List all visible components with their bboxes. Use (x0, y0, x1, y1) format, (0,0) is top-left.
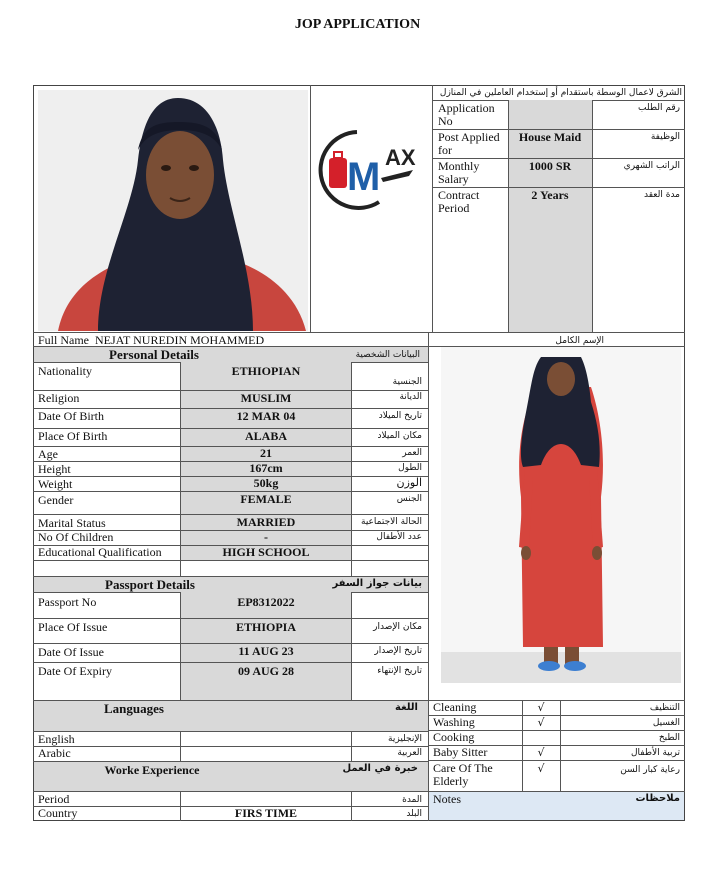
contract-period-value: 2 Years (531, 188, 569, 202)
monthly-salary-value: 1000 SR (528, 159, 572, 173)
date-of-issue-value: 11 AUG 23 (238, 644, 294, 658)
marital-status-ar: الحالة الاجتماعية (361, 517, 422, 527)
marital-status-value: MARRIED (236, 515, 296, 529)
monthly-salary-label: Monthly Salary (438, 159, 480, 186)
date-of-birth-ar: تاريخ الميلاد (378, 411, 422, 421)
application-no-label: Application No (438, 101, 495, 128)
skill-washing-ar: الغسيل (652, 718, 680, 728)
application-no-ar: رقم الطلب (638, 103, 680, 113)
english-ar: الإنجليزية (388, 734, 422, 744)
date-of-birth-label: Date Of Birth (38, 409, 104, 423)
age-label: Age (38, 447, 58, 461)
skill-baby-sitter-ar: تربية الأطفال (630, 748, 680, 758)
skill-baby-sitter-check: √ (537, 746, 545, 759)
height-ar: الطول (398, 463, 422, 473)
skill-elderly-check: √ (537, 762, 545, 775)
religion-value: MUSLIM (240, 391, 292, 405)
place-of-issue-ar: مكان الإصدار (373, 622, 422, 632)
contract-period-ar: مدة العقد (644, 190, 680, 200)
post-applied-value: House Maid (518, 130, 582, 144)
skill-washing-label: Washing (433, 715, 475, 729)
languages-header: Languages (104, 701, 164, 716)
notes-ar: ملاحظات (635, 793, 680, 804)
nationality-ar: الجنسية (392, 377, 422, 387)
post-applied-label: Post Applied for (438, 130, 500, 157)
place-of-birth-value: ALABA (244, 429, 287, 443)
age-value: 21 (260, 446, 272, 460)
skill-cleaning-check: √ (537, 701, 545, 714)
svg-text:M: M (347, 155, 381, 199)
religion-ar: الديانة (399, 392, 422, 402)
no-of-children-label: No Of Children (38, 530, 114, 544)
skill-baby-sitter-label: Baby Sitter (433, 745, 488, 759)
skill-cleaning-label: Cleaning (433, 700, 477, 714)
place-of-birth-ar: مكان الميلاد (377, 431, 422, 441)
full-name-value: NEJAT NUREDIN MOHAMMED (95, 333, 265, 347)
arabic-label: Arabic (38, 746, 71, 760)
full-body-photo (441, 347, 681, 683)
place-of-issue-label: Place Of Issue (38, 620, 108, 634)
passport-no-label: Passport No (38, 595, 97, 609)
agency-arabic-name: الشرق لاعمال الوسطة باستقدام أو إستخدام العاملين في المنازل (439, 88, 682, 98)
skill-elderly-ar: رعاية كبار السن (620, 765, 680, 775)
gender-ar: الجنس (396, 494, 422, 504)
experience-header-ar: خبرة في العمل (342, 763, 418, 774)
logo-text: AX (385, 145, 416, 170)
weight-value: 50kg (253, 476, 279, 490)
country-value: FIRS TIME (234, 806, 298, 820)
nationality-label: Nationality (38, 364, 92, 378)
arabic-ar: العربية (397, 748, 422, 758)
weight-label: Weight (38, 477, 73, 491)
portrait-photo (38, 90, 308, 331)
personal-details-header-ar: البيانات الشخصية (355, 350, 420, 360)
skill-elderly-label: Care Of The Elderly (433, 761, 493, 788)
passport-no-value: EP8312022 (237, 595, 295, 609)
monthly-salary-ar: الراتب الشهري (623, 161, 680, 171)
date-of-expiry-ar: تاريخ الإنتهاء (377, 666, 422, 676)
personal-details-header: Personal Details (109, 347, 199, 362)
weight-ar: الوزن (396, 476, 422, 489)
passport-details-header-ar: بيانات جواز السفر (332, 578, 422, 589)
place-of-issue-value: ETHIOPIA (235, 620, 296, 634)
nationality-value: ETHIOPIAN (231, 364, 301, 378)
notes-label: Notes (433, 792, 461, 806)
full-name-caption: Full Name (38, 333, 89, 347)
languages-header-ar: اللغة (395, 702, 418, 713)
country-label: Country (38, 806, 78, 820)
place-of-birth-label: Place Of Birth (38, 429, 108, 443)
period-label: Period (38, 792, 70, 806)
skill-cooking-label: Cooking (433, 730, 475, 744)
date-of-issue-ar: تاريخ الإصدار (374, 646, 422, 656)
english-label: English (38, 732, 75, 746)
page-title: JOP APPLICATION (294, 17, 421, 32)
education-label: Educational Qualification (38, 545, 162, 559)
date-of-expiry-label: Date Of Expiry (38, 664, 112, 678)
passport-details-header: Passport Details (105, 577, 195, 592)
period-ar: المدة (402, 795, 422, 805)
height-value: 167cm (249, 461, 283, 475)
date-of-expiry-value: 09 AUG 28 (237, 664, 294, 678)
experience-header: Worke Experience (104, 763, 200, 777)
religion-label: Religion (38, 391, 80, 405)
skill-cleaning-ar: التنظيف (649, 703, 680, 713)
gender-value: FEMALE (240, 492, 292, 506)
marital-status-label: Marital Status (38, 516, 106, 530)
date-of-birth-value: 12 MAR 04 (236, 409, 296, 423)
full-name-ar: الإسم الكامل (555, 336, 604, 346)
no-of-children-value: - (264, 530, 268, 544)
no-of-children-ar: عدد الأطفال (376, 532, 422, 542)
height-label: Height (38, 462, 71, 476)
post-applied-ar: الوظيفة (650, 132, 680, 142)
skill-washing-check: √ (537, 716, 545, 729)
age-ar: العمر (402, 448, 422, 458)
gender-label: Gender (38, 493, 74, 507)
contract-period-label: Contract Period (438, 188, 480, 215)
country-ar: البلد (406, 809, 422, 819)
education-value: HIGH SCHOOL (222, 545, 310, 559)
skill-cooking-ar: الطبخ (658, 733, 680, 743)
date-of-issue-label: Date Of Issue (38, 645, 104, 659)
